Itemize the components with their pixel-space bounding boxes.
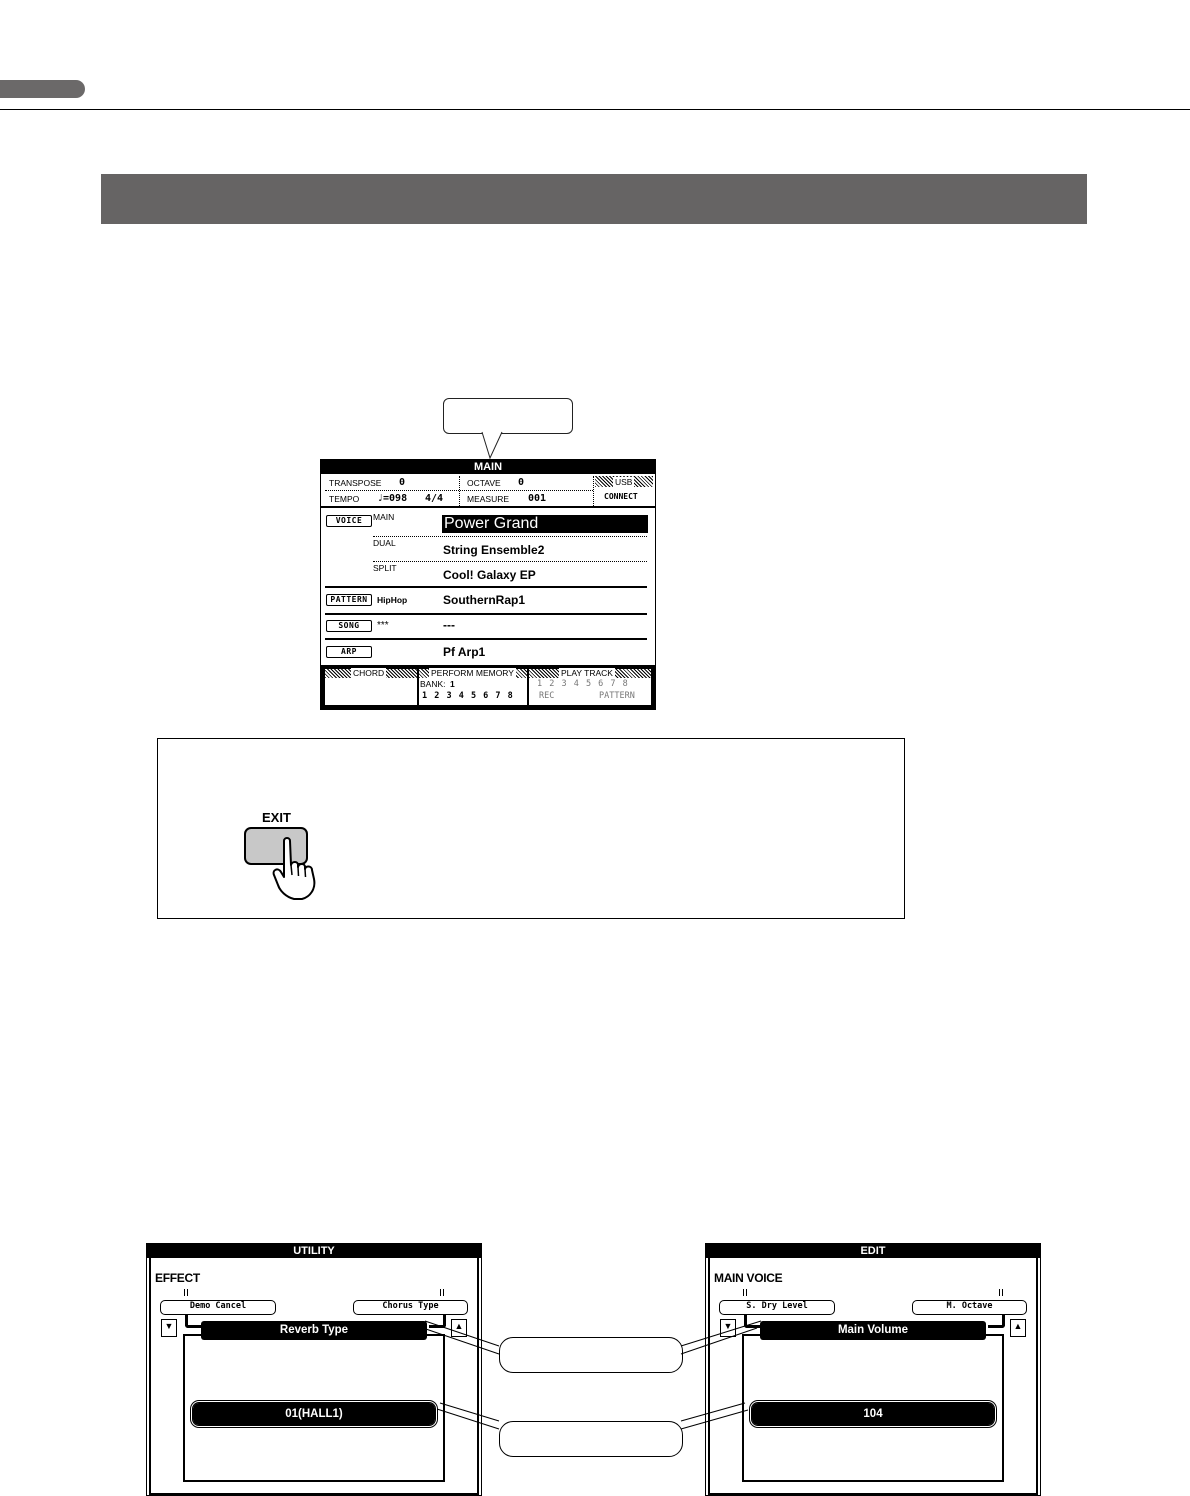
tick-mark bbox=[184, 1289, 188, 1296]
divider bbox=[459, 476, 460, 506]
main-display bbox=[320, 459, 656, 710]
page-tab-marker bbox=[0, 80, 85, 98]
tempo-label: TEMPO bbox=[329, 494, 360, 504]
down-arrow-icon[interactable]: ▼ bbox=[161, 1319, 177, 1337]
play-track-label: PLAY TRACK bbox=[561, 668, 613, 678]
dual-voice-label: DUAL bbox=[373, 538, 396, 548]
main-voice-label: MAIN bbox=[373, 512, 395, 522]
song-button: SONG bbox=[326, 620, 372, 632]
transpose-label: TRANSPOSE bbox=[329, 478, 382, 488]
divider bbox=[325, 613, 647, 615]
arp-button: ARP bbox=[326, 646, 372, 658]
chord-label: CHORD bbox=[353, 668, 385, 678]
tick-mark bbox=[743, 1289, 747, 1296]
time-signature: 4/4 bbox=[425, 493, 444, 504]
callout-bubble bbox=[443, 398, 573, 434]
left-tab: Demo Cancel bbox=[160, 1300, 276, 1315]
bank-label: BANK: bbox=[420, 679, 446, 689]
item-name: Reverb Type bbox=[201, 1321, 427, 1340]
left-tab: S. Dry Level bbox=[719, 1300, 835, 1315]
main-voice-name: Power Grand bbox=[442, 515, 648, 533]
bank-value: 1 bbox=[450, 679, 455, 689]
divider bbox=[325, 490, 593, 491]
divider bbox=[325, 638, 647, 640]
divider bbox=[373, 561, 647, 562]
transpose-value: 0 bbox=[399, 477, 406, 488]
memory-numbers: 1 2 3 4 5 6 7 8 bbox=[422, 691, 514, 701]
divider bbox=[373, 536, 647, 537]
item-value: 01(HALL1) bbox=[193, 1403, 435, 1425]
up-arrow-icon[interactable]: ▲ bbox=[1010, 1319, 1026, 1337]
up-arrow-icon[interactable]: ▲ bbox=[451, 1319, 467, 1337]
usb-label: USB bbox=[615, 477, 633, 487]
pattern-genre: HipHop bbox=[377, 595, 408, 605]
divider bbox=[593, 476, 594, 506]
song-genre: *** bbox=[377, 620, 389, 631]
rec-label: REC bbox=[539, 691, 555, 701]
display-title: EDIT bbox=[706, 1244, 1040, 1258]
track-numbers: 1 2 3 4 5 6 7 8 bbox=[537, 679, 629, 689]
octave-label: OCTAVE bbox=[467, 478, 501, 488]
section-title: EFFECT bbox=[155, 1271, 200, 1285]
exit-label: EXIT bbox=[262, 810, 291, 825]
section-title: MAIN VOICE bbox=[714, 1271, 783, 1285]
item-value: 104 bbox=[752, 1403, 994, 1425]
display-title: UTILITY bbox=[147, 1244, 481, 1258]
connect-label: CONNECT bbox=[604, 492, 638, 501]
perform-memory-label: PERFORM MEMORY bbox=[431, 668, 514, 678]
divider bbox=[321, 506, 655, 508]
song-name: --- bbox=[443, 618, 455, 632]
tick-mark bbox=[999, 1289, 1003, 1296]
bracket-left bbox=[185, 1315, 202, 1328]
measure-value: 001 bbox=[528, 493, 547, 504]
split-voice-name: Cool! Galaxy EP bbox=[443, 568, 536, 582]
down-arrow-icon[interactable]: ▼ bbox=[720, 1319, 736, 1337]
callout-pointer bbox=[480, 430, 510, 462]
exit-instruction-box bbox=[157, 738, 905, 919]
divider bbox=[325, 586, 647, 588]
arp-name: Pf Arp1 bbox=[443, 645, 486, 659]
measure-label: MEASURE bbox=[467, 494, 510, 504]
bracket-right bbox=[988, 1315, 1005, 1328]
display-title: MAIN bbox=[321, 460, 655, 474]
pattern-name: SouthernRap1 bbox=[443, 593, 526, 607]
pattern-indicator: PATTERN bbox=[599, 691, 635, 701]
voice-button: VOICE bbox=[326, 515, 372, 527]
pointing-hand-icon bbox=[270, 835, 330, 901]
split-voice-label: SPLIT bbox=[373, 563, 397, 573]
tempo-value: ♩=098 bbox=[377, 493, 408, 504]
header-rule bbox=[0, 109, 1190, 110]
right-tab: M. Octave bbox=[912, 1300, 1027, 1315]
leader-lines bbox=[400, 1315, 800, 1455]
pattern-button: PATTERN bbox=[326, 594, 372, 606]
octave-value: 0 bbox=[518, 477, 525, 488]
right-tab: Chorus Type bbox=[353, 1300, 468, 1315]
tick-mark bbox=[440, 1289, 444, 1296]
item-name: Main Volume bbox=[760, 1321, 986, 1340]
dual-voice-name: String Ensemble2 bbox=[443, 543, 545, 557]
section-banner bbox=[101, 174, 1087, 224]
